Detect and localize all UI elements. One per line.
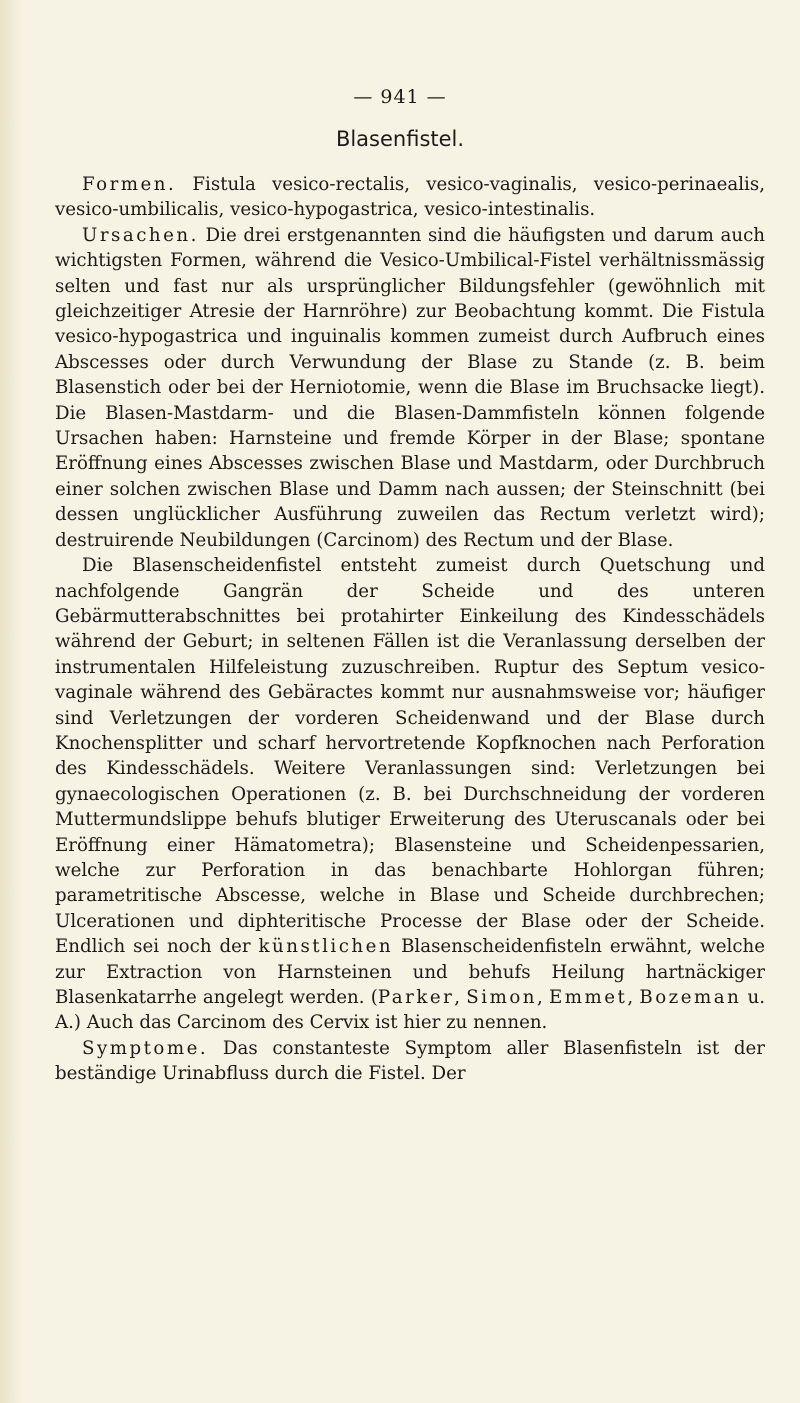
author-separator: , bbox=[627, 987, 640, 1008]
paragraph-scheiden-text-2: Blasenscheidenfisteln erwähnt, welche zur Extraction von Harnsteinen und behufs Heilung hartnäckiger Blasenkatarrhe angelegt werden. ( bbox=[55, 936, 765, 1008]
paragraph-symptome bbox=[55, 1036, 765, 1087]
page-number: — 941 — bbox=[353, 86, 447, 108]
section-label-formen: Formen. bbox=[82, 174, 177, 195]
page-title: Blasenfistel. bbox=[335, 127, 465, 151]
paragraph-formen-text: Fistula vesico-rectalis, vesico-vaginalis, vesico-perinaealis, vesico-umbilicalis, vesico-hypogastrica, vesico-intestinalis. bbox=[55, 174, 765, 221]
paragraph-scheiden-text-3: u. A.) Auch das Carcinom des Cervix ist hier zu nennen. bbox=[55, 987, 765, 1034]
page-edge-shadow bbox=[0, 0, 22, 1403]
paragraph-scheiden-text-1: Die Blasenscheidenfistel entsteht zumeist durch Quetschung und nachfolgende Gangrän der Scheide und des unteren Gebärmutterabschnittes bei protahirter Einkeilung des Kindesschädels während der Geburt; in seltenen Fällen ist die Veranlassung derselben der instrumentalen Hilfeleistung zuzuschreiben. Ruptur des Septum vesico-vaginale während des Gebäractes kommt nur ausnahmsweise vor; häufiger sind Verletzungen der vorderen Scheidenwand und der Blase durch Knochensplitter und scharf hervortretende Kopfknochen nach Perforation des Kindesschädels. Weitere Veranlassungen sind: Verletzungen bei gynaecologischen Operationen (z. B. bei Durchschneidung der vorderen Muttermundslippe behufs blutiger Erweiterung des Uteruscanals oder bei Eröffnung einer Hämatometra); Blasensteine und Scheidenpessarien, welche zur Perforation in das benachbarte Hohlorgan führen; parametritische Abscesse, welche in Blase und Scheide durchbrechen; Ulcerationen und diphteritische Processe der Blase oder der Scheide. Endlich sei noch der bbox=[55, 555, 765, 958]
emphasis-kuenstlichen: künstlichen bbox=[258, 936, 394, 958]
author-simon: Simon bbox=[466, 987, 537, 1008]
section-label-symptome: Symptome. bbox=[82, 1037, 209, 1059]
paragraph-formen bbox=[55, 172, 765, 223]
paragraph-ursachen-text: Die drei erstgenannten sind die häufigsten und darum auch wichtigsten Formen, während die Vesico-Umbilical-Fistel verhältnissmässig selten und fast nur als ursprünglicher Bildungsfehler (gewöhnlich mit gleichzeitiger Atresie der Harnröhre) zur Beobachtung kommt. Die Fistula vesico-hypogastrica und inguinalis kommen zumeist durch Aufbruch eines Abscesses oder durch Verwundung der Blase zu Stande (z. B. beim Blasenstich oder bei der Herniotomie, wenn die Blase im Bruchsacke liegt). Die Blasen-Mastdarm- und die Blasen-Dammfisteln können folgende Ursachen haben: Harnsteine und fremde Körper in der Blase; spontane Eröffnung eines Abscesses zwischen Blase und Mastdarm, oder Durchbruch einer solchen zwischen Blase und Damm nach aussen; der Steinschnitt (bei dessen unglücklicher Ausführung zuweilen das Rectum verletzt wird); destruirende Neubildungen (Carcinom) des Rectum und der Blase. bbox=[55, 224, 765, 551]
paragraph-symptome-text: Das constanteste Symptom aller Blasenfisteln ist der beständige Urinabfluss durch die Fistel. Der bbox=[55, 1037, 765, 1085]
author-emmet: Emmet bbox=[548, 987, 628, 1008]
author-bozeman: Bozeman bbox=[639, 987, 742, 1008]
author-separator: , bbox=[454, 987, 467, 1008]
author-parker: Parker bbox=[377, 987, 455, 1008]
paragraph-ursachen bbox=[55, 223, 765, 553]
section-label-ursachen: Ursachen. bbox=[82, 224, 199, 246]
paragraph-blasenscheidenfistel bbox=[55, 553, 765, 1036]
body-text bbox=[55, 172, 765, 1087]
author-separator: , bbox=[536, 987, 549, 1008]
